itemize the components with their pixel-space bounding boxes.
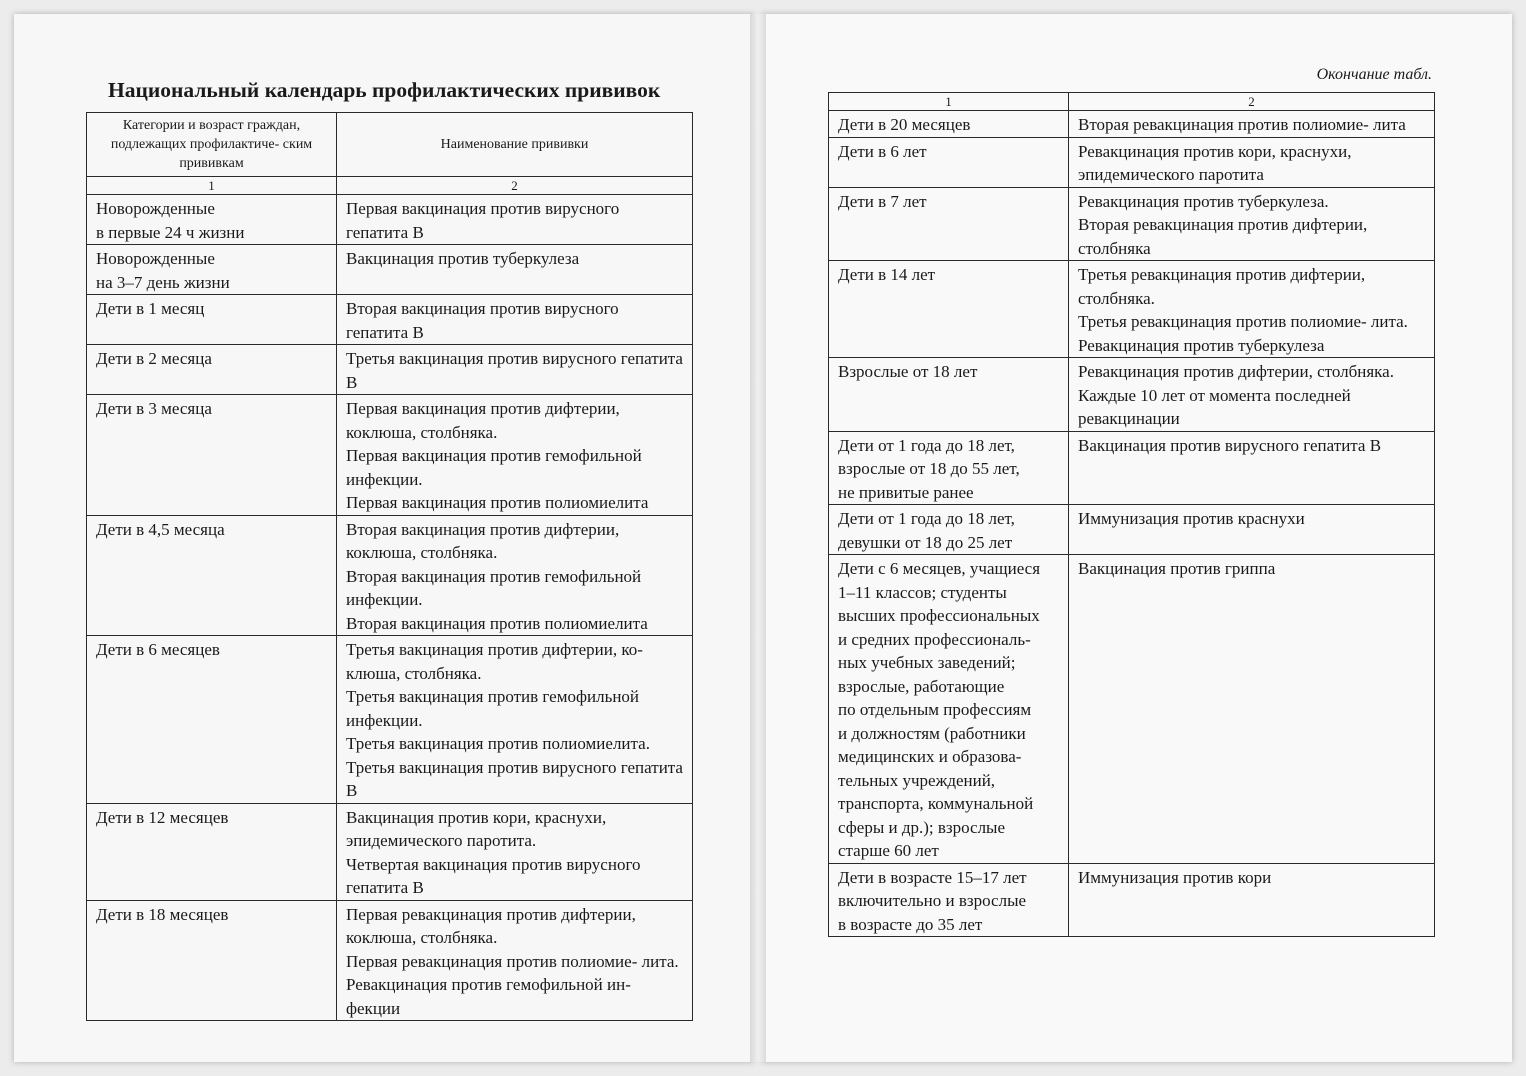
vaccine-cell	[337, 245, 693, 295]
vaccine-entry: Первая ревакцинация против полиомие- лита.	[346, 951, 679, 971]
vaccine-cell	[1069, 863, 1435, 937]
vaccine-entry: Третья вакцинация против дифтерии, ко- клюша, столбняка.	[346, 640, 643, 683]
vaccination-table-left	[86, 112, 693, 1021]
table-row	[829, 187, 1435, 261]
vaccine-entry: Первая ревакцинация против дифтерии, коклюша, столбняка.	[346, 904, 636, 947]
category-line: Новорожденные	[96, 249, 215, 268]
category-line: Дети в 6 месяцев	[96, 640, 220, 659]
vaccine-entry: Четвертая вакцинация против вирусного гепатита В	[346, 854, 641, 897]
table-number-row	[87, 177, 693, 195]
category-line: Дети в 3 месяца	[96, 399, 212, 418]
vaccination-table-right	[828, 92, 1435, 937]
category-line: Дети в 20 месяцев	[838, 115, 971, 134]
vaccine-cell	[337, 195, 693, 245]
category-line: Дети в 4,5 месяца	[96, 519, 225, 539]
category-line: включительно и взрослые	[838, 891, 1027, 910]
category-line: транспорта, коммунальной	[838, 794, 1034, 813]
vaccine-entry: Ревакцинация против кори, краснухи, эпидемического паротита	[1078, 141, 1352, 184]
category-line: Дети в 2 месяца	[96, 349, 212, 368]
category-line: Дети в возрасте 15–17 лет	[838, 867, 1027, 887]
vaccine-entry: Вторая вакцинация против гемофильной инфекции.	[346, 566, 642, 609]
category-line: Новорожденные	[96, 199, 215, 218]
table-row	[87, 295, 693, 345]
category-cell	[829, 431, 1069, 505]
table-row	[829, 863, 1435, 937]
vaccine-cell	[1069, 187, 1435, 261]
category-line: Дети от 1 года до 18 лет,	[838, 509, 1015, 528]
vaccine-entry: Вторая ревакцинация против дифтерии, столбняка	[1078, 215, 1368, 258]
vaccine-entry: Первая вакцинация против дифтерии, коклюша, столбняка.	[346, 399, 620, 442]
category-cell	[87, 803, 337, 900]
table-row	[829, 431, 1435, 505]
book-gutter	[750, 14, 766, 1062]
vaccine-cell	[1069, 555, 1435, 864]
category-cell	[87, 195, 337, 245]
category-line: Дети в 1 месяц	[96, 299, 205, 318]
table-number-row	[829, 93, 1435, 111]
category-line: Дети в 7 лет	[838, 191, 927, 211]
table-row	[87, 515, 693, 636]
category-line: Дети в 14 лет	[838, 265, 936, 284]
category-line: тельных учреждений,	[838, 770, 996, 790]
vaccine-entry: Иммунизация против кори	[1078, 867, 1272, 887]
header-number-2: 2	[1069, 93, 1435, 111]
category-line: взрослые, работающие	[838, 676, 1005, 696]
category-cell	[87, 395, 337, 516]
table-continuation-caption: Окончание табл.	[1316, 66, 1432, 83]
table-row	[87, 395, 693, 516]
page-title: Национальный календарь профилактических прививок	[108, 78, 661, 102]
table-row	[829, 137, 1435, 187]
vaccine-entry: Иммунизация против краснухи	[1078, 509, 1305, 528]
header-vaccine: Наименование прививки	[337, 113, 693, 177]
category-line: медицинских и образова-	[838, 747, 1022, 766]
table-header-row	[87, 113, 693, 177]
vaccine-entry: Ревакцинация против туберкулеза.	[1078, 191, 1329, 211]
vaccine-entry: Ревакцинация против туберкулеза	[1078, 335, 1325, 355]
category-line: не привитые ранее	[838, 482, 974, 502]
category-cell	[87, 245, 337, 295]
category-line: 1–11 классов; студенты	[838, 582, 1007, 602]
vaccine-entry: Третья вакцинация против вирусного гепатита В	[346, 757, 683, 800]
category-cell	[87, 636, 337, 804]
vaccine-entry: Вакцинация против туберкулеза	[346, 249, 580, 268]
vaccine-entry: Третья ревакцинация против полиомие- лита.	[1078, 312, 1408, 331]
category-cell	[87, 345, 337, 395]
table-row	[87, 900, 693, 1021]
category-line: в первые 24 ч жизни	[96, 222, 245, 242]
category-line: девушки от 18 до 25 лет	[838, 532, 1013, 552]
category-cell	[829, 111, 1069, 138]
vaccine-cell	[337, 636, 693, 804]
vaccine-entry: Вторая вакцинация против полиомиелита	[346, 613, 648, 633]
category-line: и должностям (работники	[838, 723, 1026, 743]
table-row	[829, 261, 1435, 358]
header-number-1: 1	[829, 93, 1069, 111]
category-cell	[87, 900, 337, 1021]
vaccine-entry: Вакцинация против кори, краснухи, эпидемического паротита.	[346, 807, 607, 850]
vaccine-entry: Третья вакцинация против вирусного гепатита В	[346, 349, 683, 392]
category-line: сферы и др.); взрослые	[838, 817, 1006, 837]
vaccine-cell	[337, 803, 693, 900]
vaccine-entry: Вторая вакцинация против дифтерии, коклюша, столбняка.	[346, 519, 620, 562]
category-line: по отдельным профессиям	[838, 700, 1032, 719]
category-line: в возрасте до 35 лет	[838, 914, 983, 934]
category-line: ных учебных заведений;	[838, 653, 1016, 672]
category-line: взрослые от 18 до 55 лет,	[838, 459, 1020, 478]
vaccine-cell	[337, 515, 693, 636]
header-category: Категории и возраст граждан, подлежащих профилактиче- ским прививкам	[87, 113, 337, 177]
category-line: Дети в 12 месяцев	[96, 807, 229, 827]
category-cell	[829, 358, 1069, 432]
table-row	[87, 345, 693, 395]
table-row	[829, 555, 1435, 864]
vaccine-entry: Третья вакцинация против полиомиелита.	[346, 734, 650, 753]
vaccine-cell	[1069, 137, 1435, 187]
category-line: Дети с 6 месяцев, учащиеся	[838, 559, 1041, 578]
category-line: Дети в 18 месяцев	[96, 904, 229, 924]
vaccine-entry: Третья вакцинация против гемофильной инфекции.	[346, 687, 640, 730]
category-cell	[829, 261, 1069, 358]
category-cell	[829, 555, 1069, 864]
vaccine-entry: Ревакцинация против гемофильной ин- фекции	[346, 975, 631, 1018]
vaccine-cell	[1069, 505, 1435, 555]
table-row	[829, 505, 1435, 555]
category-cell	[829, 187, 1069, 261]
category-line: на 3–7 день жизни	[96, 272, 230, 292]
vaccine-cell	[337, 395, 693, 516]
table-row	[829, 358, 1435, 432]
category-line: Дети от 1 года до 18 лет,	[838, 435, 1015, 455]
vaccine-cell	[337, 295, 693, 345]
vaccine-entry: Первая вакцинация против вирусного гепатита В	[346, 199, 620, 242]
header-number-2: 2	[337, 177, 693, 195]
vaccine-cell	[1069, 431, 1435, 505]
table-row	[87, 245, 693, 295]
category-line: Взрослые от 18 лет	[838, 362, 978, 381]
table-row	[829, 111, 1435, 138]
category-line: высших профессиональных	[838, 606, 1040, 625]
vaccine-cell	[337, 900, 693, 1021]
vaccine-cell	[337, 345, 693, 395]
category-line: Дети в 6 лет	[838, 141, 927, 161]
vaccine-entry: Вторая вакцинация против вирусного гепатита В	[346, 299, 619, 342]
vaccine-entry: Вакцинация против гриппа	[1078, 559, 1276, 578]
vaccine-entry: Вакцинация против вирусного гепатита В	[1078, 435, 1382, 455]
vaccine-entry: Ревакцинация против дифтерии, столбняка. Каждые 10 лет от момента последней ревакцинации	[1078, 362, 1394, 428]
category-cell	[87, 515, 337, 636]
header-number-1: 1	[87, 177, 337, 195]
category-line: и средних профессиональ-	[838, 629, 1031, 649]
table-row	[87, 195, 693, 245]
vaccine-cell	[1069, 358, 1435, 432]
vaccine-entry: Вторая ревакцинация против полиомие- лита	[1078, 115, 1406, 134]
vaccine-cell	[1069, 111, 1435, 138]
table-row	[87, 803, 693, 900]
category-cell	[829, 505, 1069, 555]
vaccine-entry: Первая вакцинация против полиомиелита	[346, 493, 649, 512]
vaccine-entry: Третья ревакцинация против дифтерии, столбняка.	[1078, 265, 1366, 308]
category-cell	[87, 295, 337, 345]
table-row	[87, 636, 693, 804]
vaccine-entry: Первая вакцинация против гемофильной инфекции.	[346, 446, 642, 489]
category-line: старше 60 лет	[838, 841, 939, 860]
vaccine-cell	[1069, 261, 1435, 358]
category-cell	[829, 137, 1069, 187]
category-cell	[829, 863, 1069, 937]
